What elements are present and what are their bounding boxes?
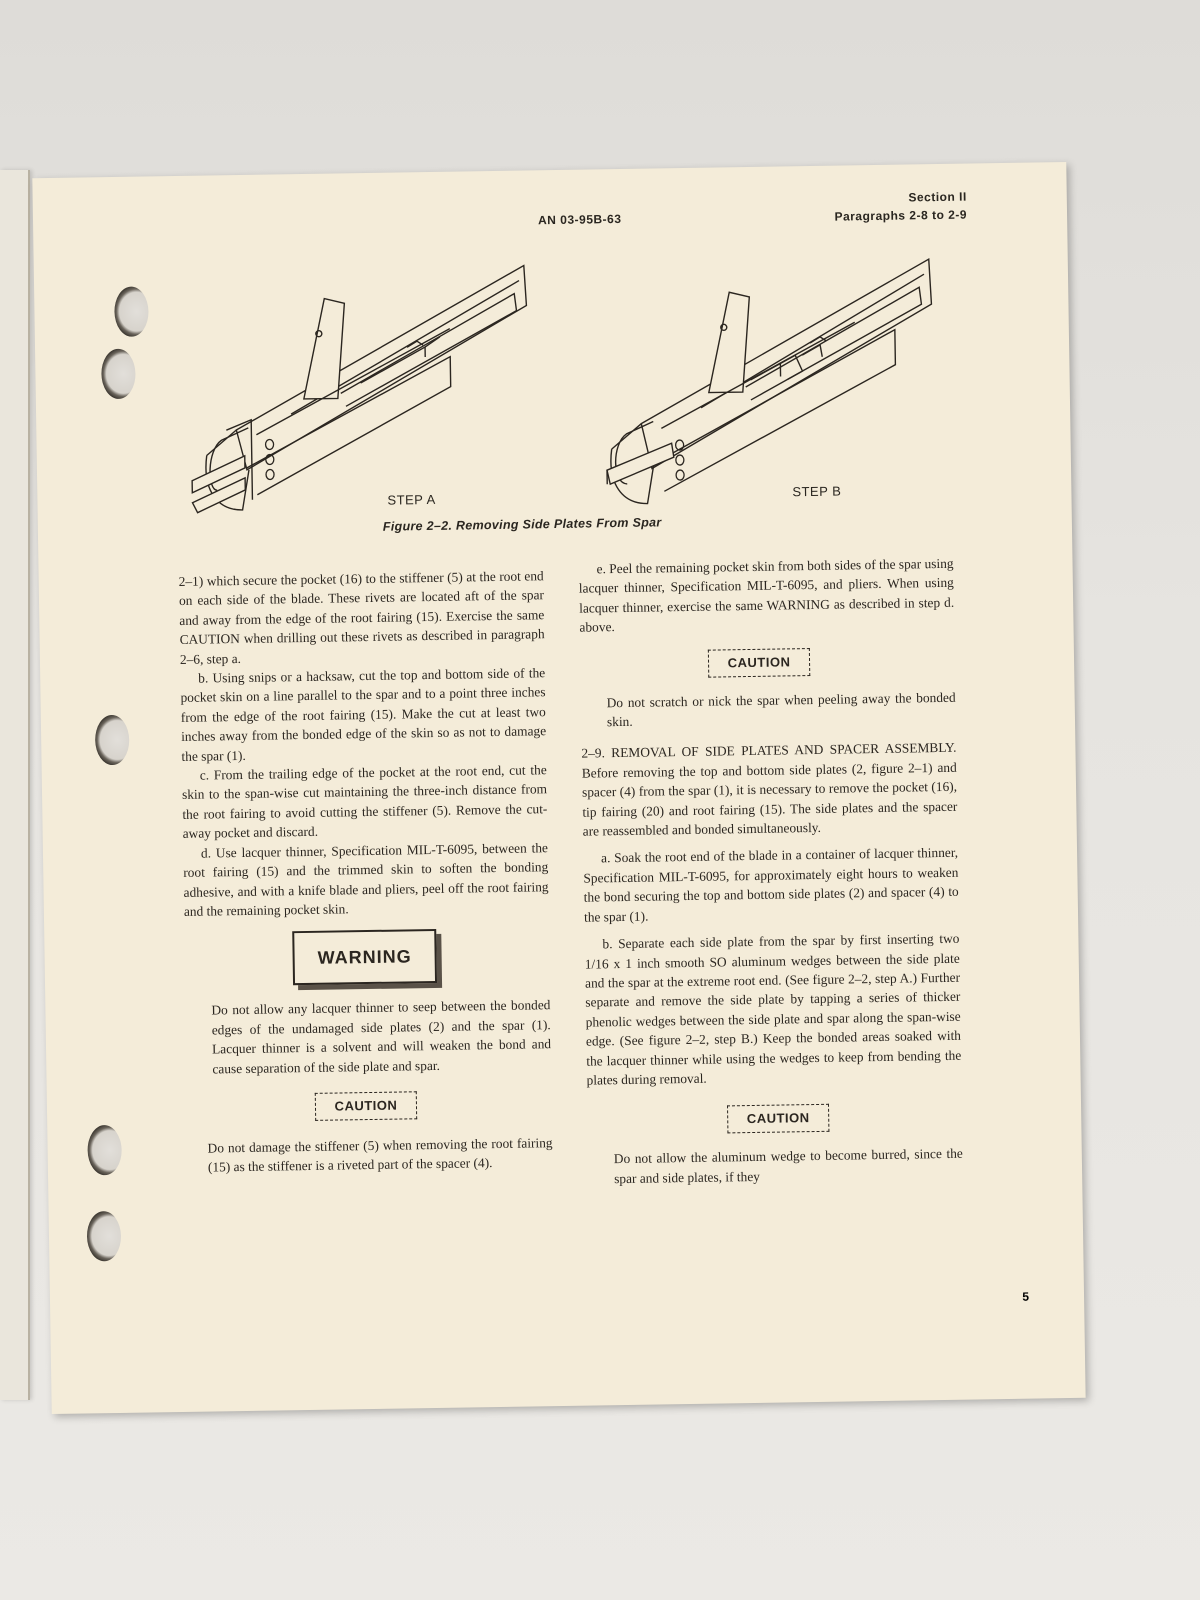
paragraph: c. From the trailing edge of the pocket at the root end, cut the skin to the span-wise cut maintaining the three-inch distance from the root fairing to avoid cutting the stiffener (5). Remove the cut-away pocket and discard. (181, 762, 548, 842)
page-number: 5 (1022, 1289, 1030, 1304)
step-b-drawing (604, 259, 935, 504)
document-number: AN 03-95B-63 (537, 211, 622, 228)
paragraph: a. Soak the root end of the blade in a container of lacquer thinner, Specification MIL-T-6095, for approximately eight hours to weaken the bond securing the top and bottom side plates (2) and spacer (4) to the spar (1). (583, 845, 959, 925)
binder-hole (95, 715, 130, 766)
paragraph: b. Using snips or a hacksaw, cut the top and bottom side of the pocket skin on a line parallel to the spar and to a point three inches from the edge of the root fairing (15). Make the cut at least two inches away from the bonded edge of the skin so as not to damage the spar (1). (180, 665, 547, 764)
binder-hole (87, 1125, 122, 1176)
binder-hole (101, 349, 136, 400)
paragraph: b. Separate each side plate from the spar by first inserting two 1/16 x 1 inch smooth SO aluminum wedges between the side plate and the spar at the extreme root end. (See figure 2–2, step A.) Further separate and remove the side plate by tapping a series of thicker phenolic wedges between the side plate and spar along the span-wise edge. (See figure 2–2, step B.) Keep the bonded areas soaked with the lacquer thinner while using the wedges to keep from bending the plates during removal. (584, 930, 962, 1088)
binder-hole (87, 1211, 122, 1262)
step-a-label: STEP A (387, 491, 436, 508)
figure-caption: Figure 2–2. Removing Side Plates From Spar (382, 515, 662, 534)
caution-text: Do not scratch or nick the spar when peeling away the bonded skin. (606, 689, 956, 730)
paragraph: 2–1) which secure the pocket (16) to the stiffener (5) at the root end on each side of the blade. These rivets are located aft of the spar and away from the edge of the root fairing (15). Exercise the same CAUTION when drilling out these rivets as described in paragraph 2–6, step a. (178, 568, 545, 667)
step-b-label: STEP B (792, 483, 842, 500)
manual-page (32, 162, 1085, 1414)
warning-text: Do not allow any lacquer thinner to seep between the bonded edges of the undamaged side plates (2) and the spar (1). Lacquer thinner is a solvent and will weaken the bond and cause separation of the side plate and spar. (211, 997, 552, 1077)
paragraphs-label: Paragraphs 2-8 to 2-9 (834, 207, 968, 224)
caution-text: Do not allow the aluminum wedge to become burred, since the spar and side plates, if they (613, 1146, 963, 1186)
previous-page-edge (0, 170, 30, 1400)
left-column (179, 566, 553, 1177)
caution-text: Do not damage the stiffener (5) when removing the root fairing (15) as the stiffener is a riveted part of the spacer (4). (207, 1135, 553, 1175)
section-label: Section II (908, 189, 967, 205)
section-header (834, 188, 967, 226)
caution-label: CAUTION (315, 1091, 417, 1121)
paragraph: e. Peel the remaining pocket skin from both sides of the spar using lacquer thinner, Specification MIL-T-6095, and pliers. When using lacquer thinner, exercise the same WARNING as described in step d. above. (578, 555, 955, 635)
binder-hole (114, 286, 149, 337)
paragraph-2-9: 2–9. REMOVAL OF SIDE PLATES AND SPACER ASSEMBLY. Before removing the top and bottom side plates (2, figure 2–1) and spacer (4) from the spar (1), it is necessary to remove the pocket (16), tip fairing (20) and root fairing (15). The side plates and the spacer are reassembled and bonded simultaneously. (581, 740, 958, 839)
figure-2-2 (173, 228, 977, 521)
right-column (578, 554, 963, 1189)
step-a-drawing (189, 265, 530, 512)
caution-label: CAUTION (727, 1104, 829, 1134)
step-a-illustration (173, 228, 977, 521)
caution-label: CAUTION (708, 648, 810, 678)
warning-label: WARNING (292, 929, 437, 985)
paragraph: d. Use lacquer thinner, Specification MIL-T-6095, between the root fairing (15) and the trimmed skin to soften the bonding adhesive, and with a knife blade and pliers, peel off the root fairing and the remaining pocket skin. (183, 839, 549, 919)
